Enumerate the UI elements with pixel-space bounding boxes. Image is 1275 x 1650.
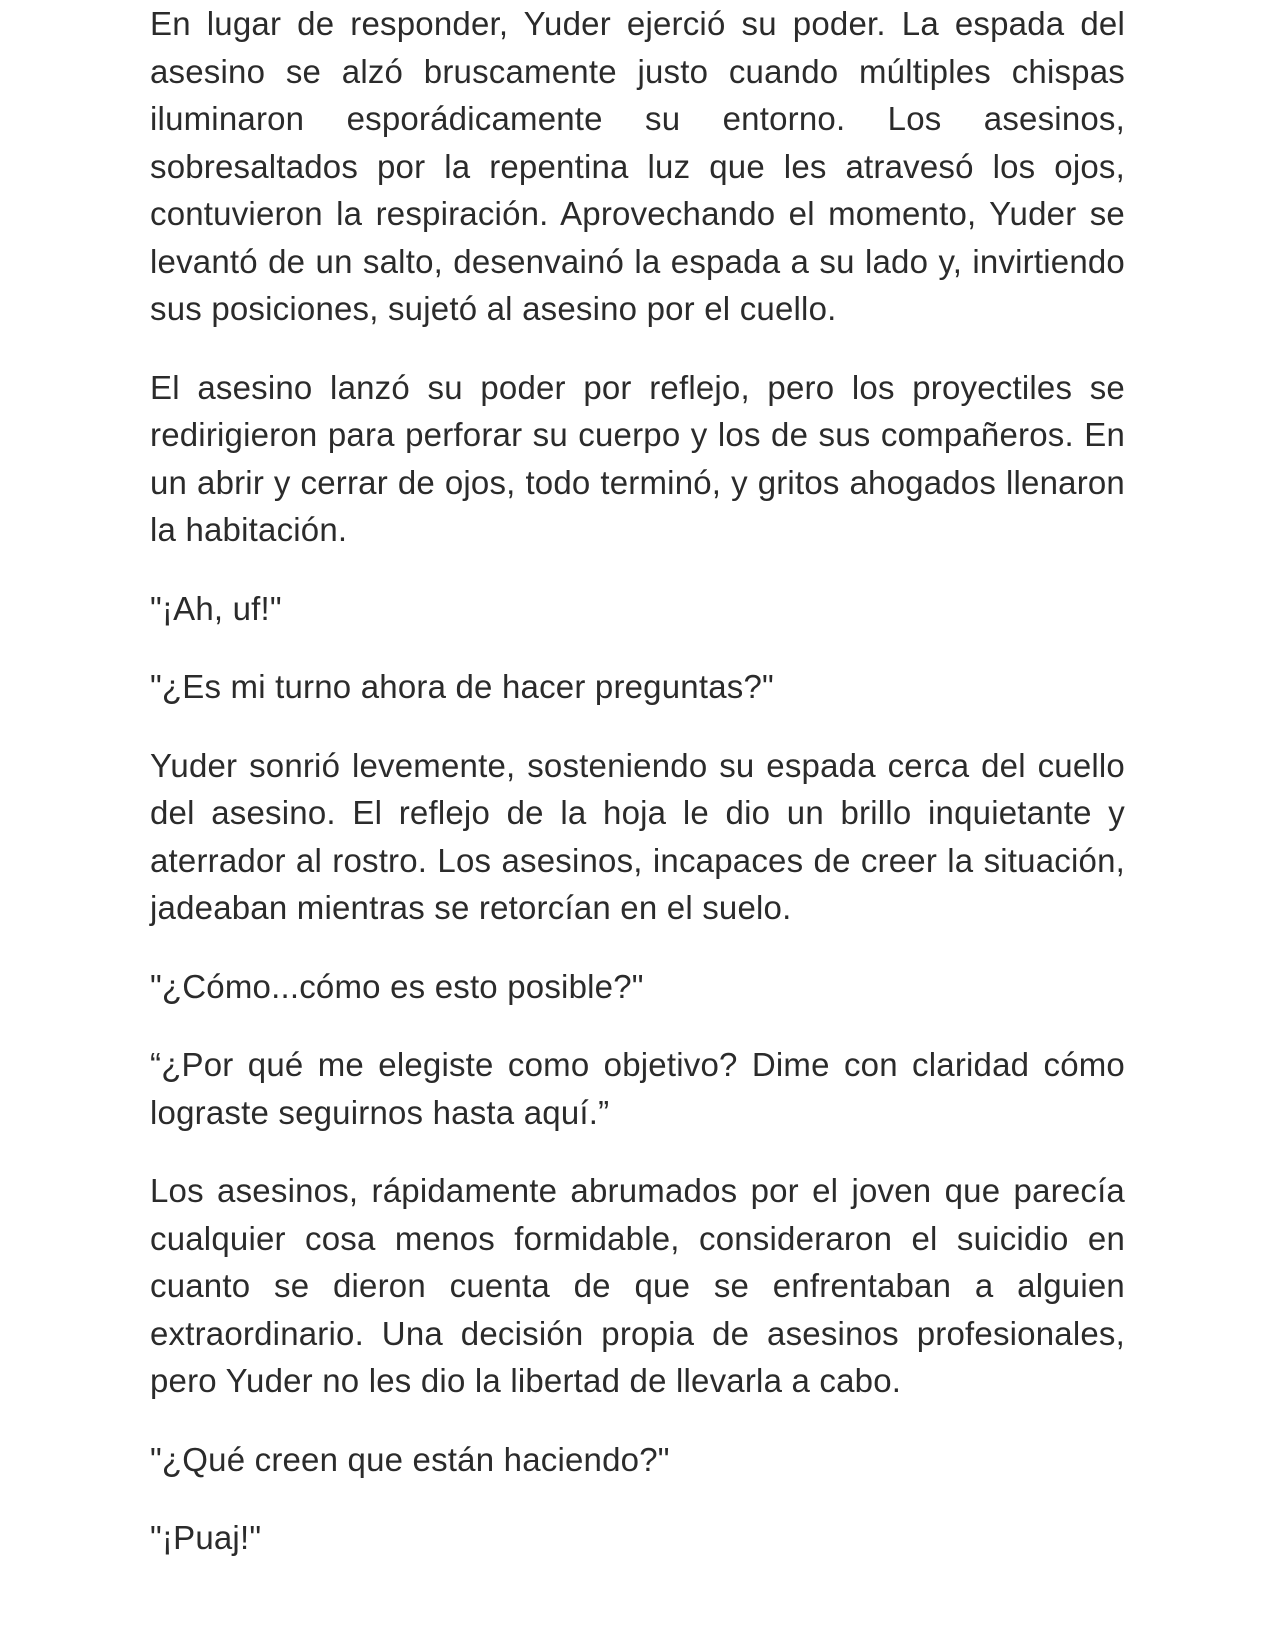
dialogue-line-5: "¿Qué creen que están haciendo?" <box>150 1440 670 1478</box>
dialogue-line-1: "¡Ah, uf!" <box>150 589 282 627</box>
dialogue-line-6: "¡Puaj!" <box>150 1519 262 1556</box>
paragraph-1: En lugar de responder, Yuder ejerció su poder. La espada del asesino se alzó bruscamente justo cuando múltiples chispas iluminaron esporádicamente su entorno. Los asesinos, sobresaltados por la repentina luz que les atravesó los ojos, contuvieron la respiración. Aprovechando el momento, Yuder se levantó de un salto, desenvainó la espada a su lado y, invirtiendo sus posiciones, sujetó al asesino por el cuello. <box>150 5 1125 327</box>
paragraph-4: Los asesinos, rápidamente abrumados por el joven que parecía cualquier cosa menos formidable, consideraron el suicidio en cuanto se dieron cuenta de que se enfrentaban a alguien extraordinario. Una decisión propia de asesinos profesionales, pero Yuder no les dio la libertad de llevarla a cabo. <box>150 1172 1125 1399</box>
dialogue-line-4: “¿Por qué me elegiste como objetivo? Dime con claridad cómo lograste seguirnos hasta aquí.” <box>150 1046 1125 1131</box>
dialogue-line-2: "¿Es mi turno ahora de hacer preguntas?" <box>150 668 774 705</box>
document-page <box>150 0 1125 1593</box>
paragraph-2: El asesino lanzó su poder por reflejo, pero los proyectiles se redirigieron para perforar su cuerpo y los de sus compañeros. En un abrir y cerrar de ojos, todo terminó, y gritos ahogados llenaron la habitación. <box>150 368 1125 548</box>
paragraph-3: Yuder sonrió levemente, sosteniendo su espada cerca del cuello del asesino. El reflejo de la hoja le dio un brillo inquietante y aterrador al rostro. Los asesinos, incapaces de creer la situación, jadeaban mientras se retorcían en el suelo. <box>150 746 1125 926</box>
dialogue-line-3: "¿Cómo...cómo es esto posible?" <box>150 967 644 1005</box>
